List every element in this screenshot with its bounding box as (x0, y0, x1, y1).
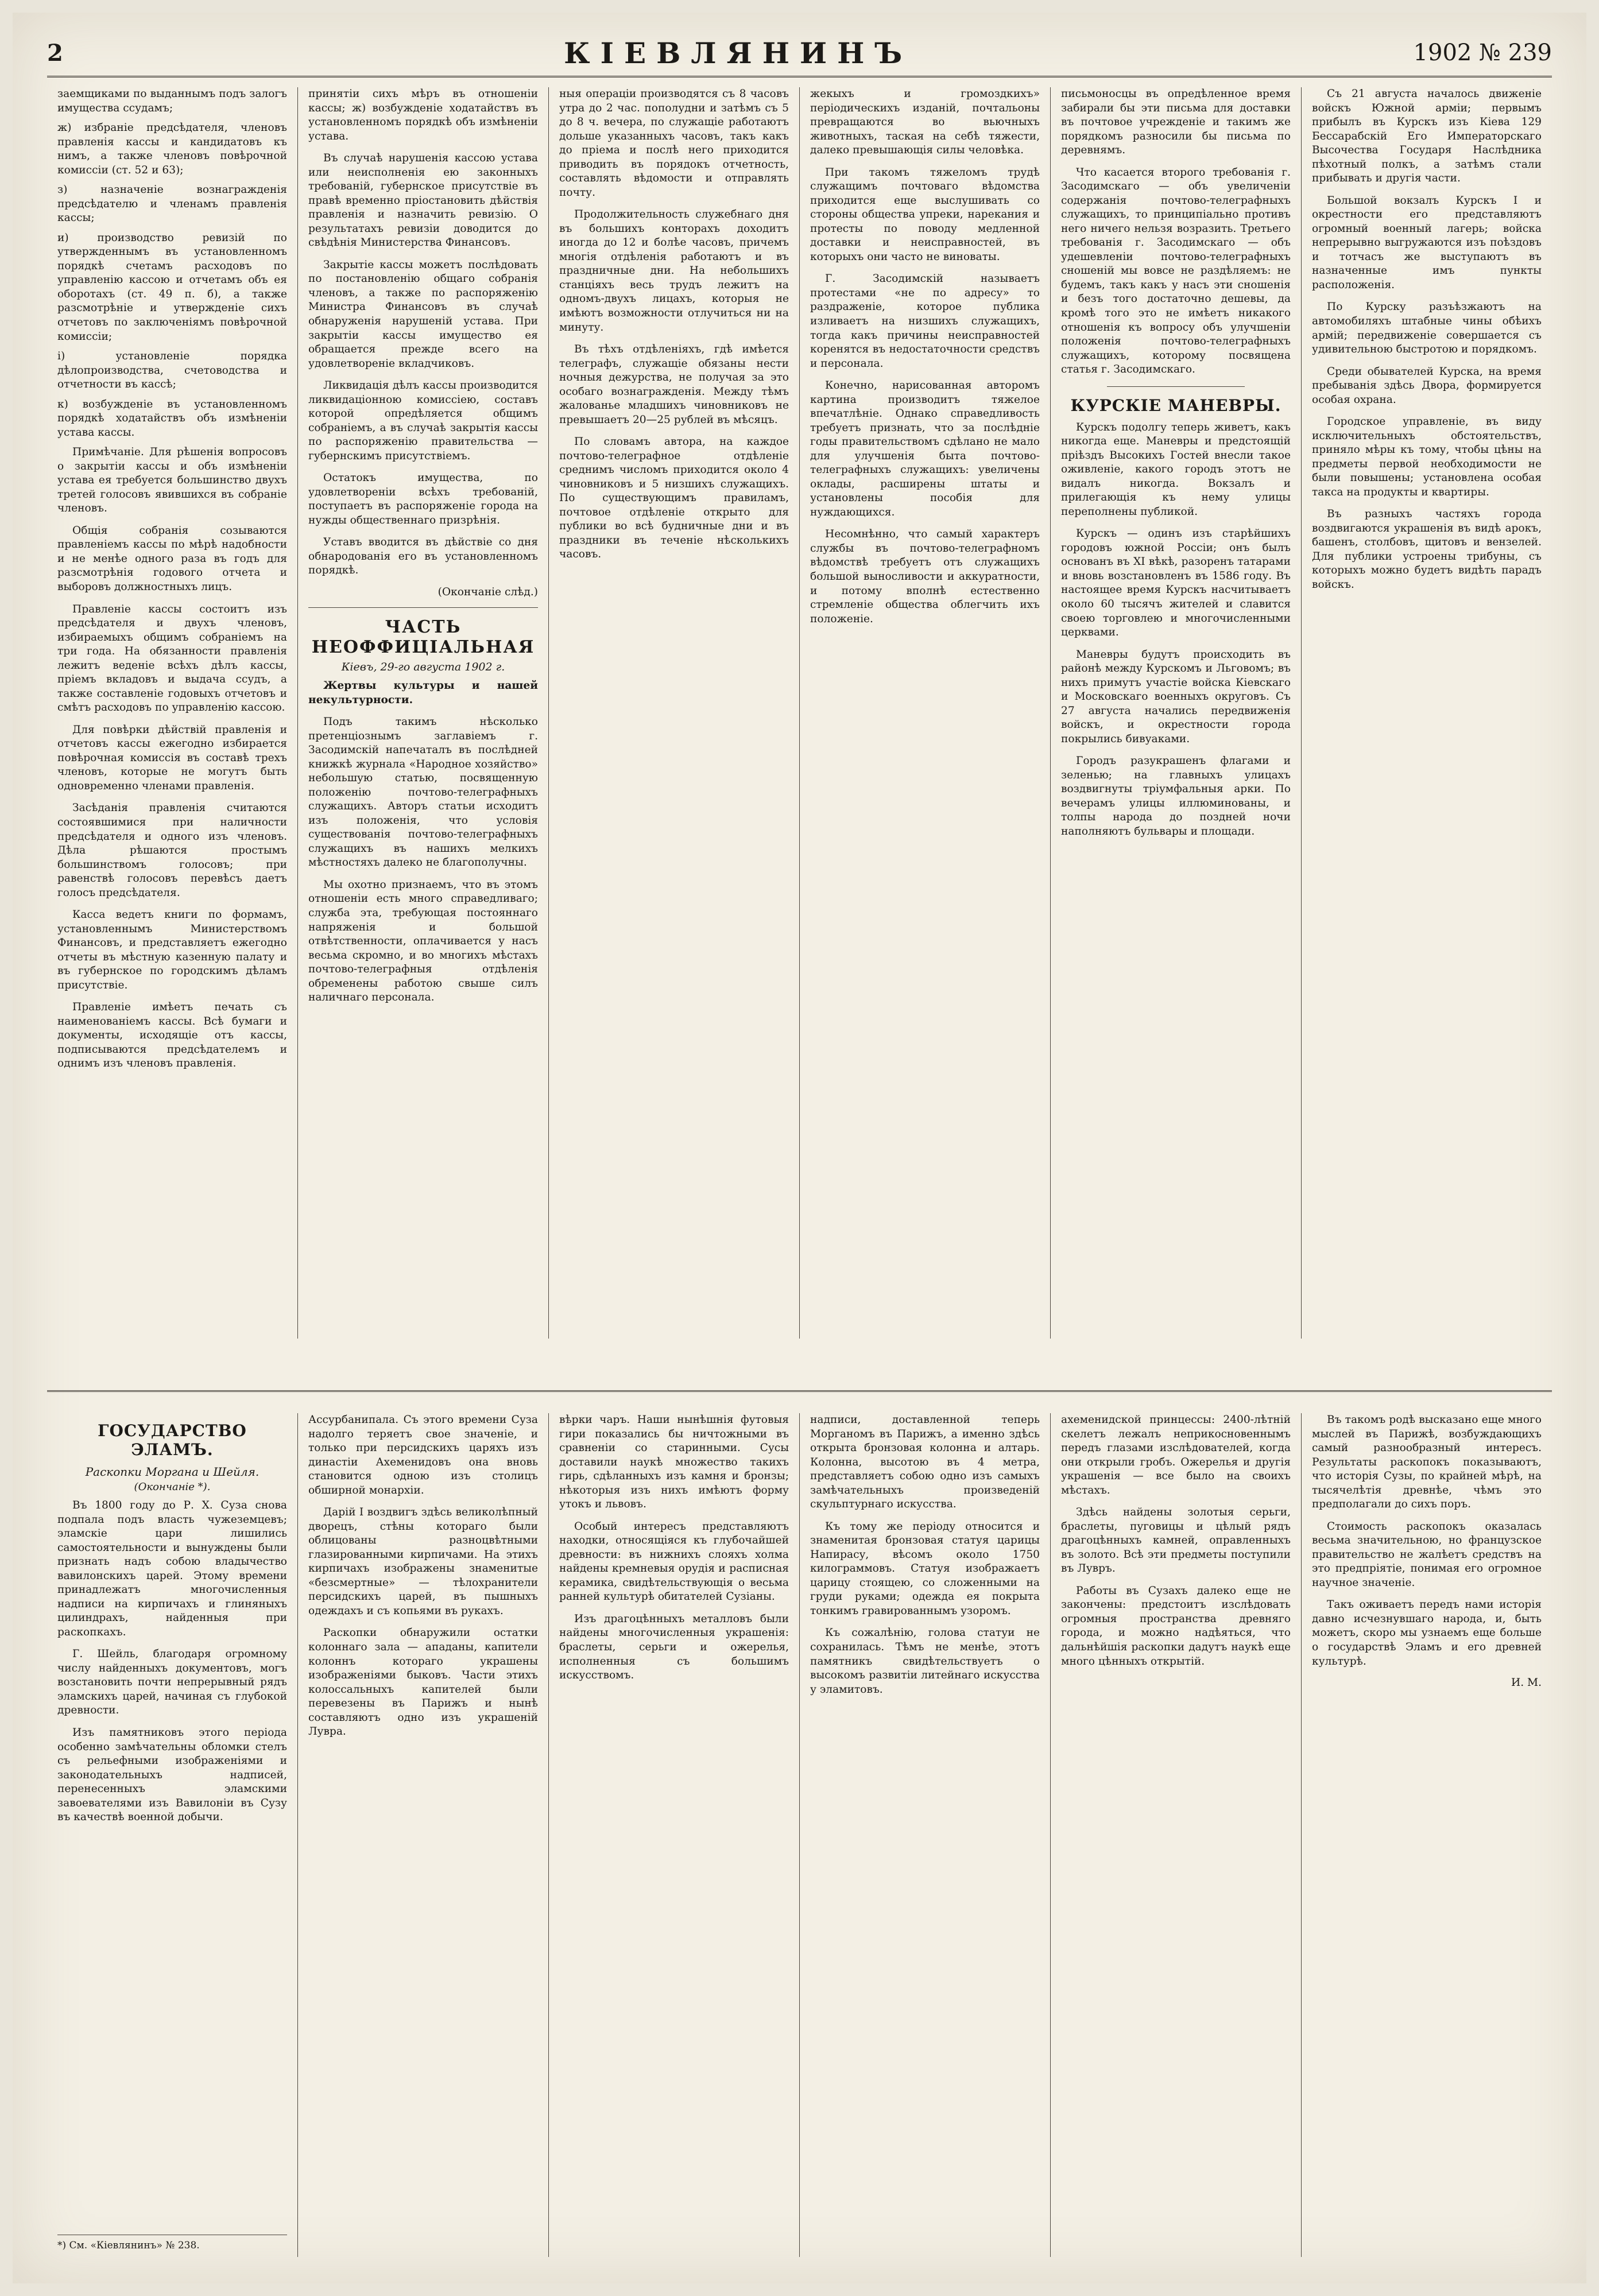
paragraph: Большой вокзалъ Курскъ I и окрестности его представляютъ огромный военный лагерь; войска непрерывно выгружаются изъ поѣздовъ и тотчасъ же выступаютъ въ назначенные имъ пункты расположенія. (1312, 194, 1542, 291)
paragraph: По словамъ автора, на каждое почтово-телеграфное отдѣленіе среднимъ числомъ приходится около 4 чиновниковъ и 5 низшихъ служащихъ. По существующимъ правиламъ, почтовое отдѣленіе открыто для публики во всѣ будничные дни и въ праздники въ теченіе нѣсколькихъ часовъ. (559, 436, 789, 561)
column-5 (1051, 1413, 1302, 2257)
paragraph: Касса ведетъ книги по формамъ, установленнымъ Министерствомъ Финансовъ, и представляетъ ежегодно отчеты въ мѣстную казенную палату и въ губернское по городскимъ дѣламъ присутствіе. (57, 909, 287, 991)
continuation-note: (Окончаніе *). (134, 1481, 211, 1493)
paragraph: Несомнѣнно, что самый характеръ службы въ почтово-телеграфномъ вѣдомствѣ требуетъ отъ служащихъ большой выносливости и аккуратности, и потому вполнѣ естественно стремленіе общества облегчить ихъ положеніе. (810, 528, 1040, 625)
article-heading: КУРСКІЕ МАНЕВРЫ. (1070, 395, 1281, 415)
section-divider (47, 1390, 1552, 1392)
paragraph: Изъ памятниковъ этого періода особенно замѣчательны обломки стелъ съ рельефными изображеніями и законодательныхъ надписей, перенесенныхъ эламскими завоевателями изъ Вавилоніи въ Сузу въ качествѣ военной добычи. (57, 1726, 287, 1824)
author-signature: И. М. (1511, 1677, 1542, 1689)
paragraph: При такомъ тяжеломъ трудѣ служащимъ почтоваго вѣдомства приходится еще выслушивать со стороны общества упреки, нарекания и протесты по поводу медленной доставки и неисправностей, въ которыхъ они часто не виноваты. (810, 166, 1040, 263)
paragraph: Курскъ — одинъ изъ старѣйшихъ городовъ южной Россіи; онъ былъ основанъ въ XI вѣкѣ, разоренъ татарами и вновь возстановленъ въ 1586 году. Въ настоящее время Курскъ насчитываетъ около 60 тысячъ жителей и славится своею торговлею и многочисленными церквами. (1061, 528, 1291, 639)
paragraph: надписи, доставленной теперь Морганомъ въ Парижъ, а именно здѣсь открыта бронзовая колонна и алтарь. Колонна, высотою въ 4 метра, представляетъ собою одно изъ самыхъ замѣчательныхъ произведеній скульптурнаго искусства. (810, 1414, 1040, 1511)
paragraph: Особый интересъ представляютъ находки, относящіяся къ глубочайшей древности: въ нижнихъ слояхъ холма найдены кремневыя орудія и расписная керамика, свидѣтельствующія о весьма ранней культурѣ обитателей Сузіаны. (559, 1520, 789, 1603)
paragraph: Къ сожалѣнію, голова статуи не сохранилась. Тѣмъ не менѣе, этотъ памятникъ свидѣтельствуетъ о высокомъ развитіи литейнаго искусства у эламитовъ. (810, 1627, 1040, 1696)
paragraph: Ассурбанипала. Съ этого времени Суза надолго теряетъ свое значеніе, и только при персидскихъ царяхъ изъ династіи Ахеменидовъ она вновь становится одною изъ столицъ обширной монархіи. (308, 1414, 538, 1496)
column-3 (549, 1413, 800, 2257)
paragraph: Конечно, нарисованная авторомъ картина производитъ тяжелое впечатлѣніе. Однако справедливость требуетъ признать, что за послѣдніе годы правительствомъ сдѣлано не мало для улучшенія быта почтово-телеграфныхъ служащихъ: увеличены оклады, расширены штаты и установлены пособія для нуждающихся. (810, 379, 1040, 518)
section-banner: ЧАСТЬ НЕОФФИЦІАЛЬНАЯ (311, 617, 535, 657)
paragraph: Раскопки обнаружили остатки колоннаго зала — ападаны, капители колоннъ котораго украшены изображеніями быковъ. Части этихъ колоссальныхъ капителей были перевезены въ Парижъ и нынѣ составляютъ одно изъ украшеній Лувра. (308, 1627, 538, 1738)
paragraph: По Курску разъѣзжаютъ на автомобиляхъ штабные чины обѣихъ армій; передвиженіе совершается съ удивительною быстротою и порядкомъ. (1312, 301, 1542, 356)
paragraph: жекыхъ и громоздкихъ» періодическихъ изданій, почтальоны превращаются во вьючныхъ животныхъ, таская на себѣ тяжести, далеко превышающія силы человѣка. (810, 88, 1040, 157)
paragraph: Въ такомъ родѣ высказано еще много мыслей въ Парижѣ, возбуждающихъ самый разнообразный интересъ. Результаты раскопокъ показываютъ, что исторія Сузы, по крайней мѣрѣ, на тысячелѣтія древнѣе, чѣмъ это предполагали до сихъ поръ. (1312, 1414, 1542, 1511)
paragraph: вѣрки чаръ. Наши нынѣшнія футовыя гири показались бы ничтожными въ сравненіи со старинными. Сусы доставили наукѣ множество такихъ гирь, сдѣланныхъ изъ камня и бронзы; нѣкоторыя изъ нихъ имѣютъ форму утокъ и львовъ. (559, 1414, 789, 1511)
page-header (47, 30, 1552, 77)
column-2 (298, 87, 549, 1339)
paragraph: Дарій I воздвигъ здѣсь великолѣпный дворецъ, стѣны котораго были облицованы разноцвѣтными глазированными кирпичами. На этихъ кирпичахъ изображены знаменитые «безсмертные» — тѣлохранители персидскихъ царей, въ пышныхъ одеждахъ и съ копьями въ рукахъ. (308, 1506, 538, 1617)
paragraph: Работы въ Сузахъ далеко еще не закончены: предстоитъ изслѣдовать огромныя пространства древняго города, и можно надѣяться, что дальнѣйшія раскопки дадутъ наукѣ еще много цѣнныхъ открытій. (1061, 1584, 1291, 1667)
paragraph: Мы охотно признаемъ, что въ этомъ отношеніи есть много справедливаго; служба эта, требующая постояннаго напряженія и большой отвѣтственности, оплачивается у насъ весьма скромно, и во многихъ мѣстахъ почтово-телеграфныя отдѣленія обременены работою свыше силъ наличнаго персонала. (308, 878, 538, 1004)
paragraph: Въ 1800 году до Р. Х. Суза снова подпала подъ власть чужеземцевъ; эламскіе цари лишились самостоятельности и вынуждены были признать надъ собою владычество вавилонскихъ царей. Этому времени принадлежатъ многочисленныя надписи на кирпичахъ и глиняныхъ цилиндрахъ, найденныя при раскопкахъ. (57, 1499, 287, 1638)
paragraph: ныя операціи производятся съ 8 часовъ утра до 2 час. пополудни и затѣмъ съ 5 до 8 ч. вечера, по служащіе работаютъ дольше указанныхъ часовъ, такъ какъ до пріема и послѣ него приходится приводить въ порядокъ отчетность, составлять вѣдомости и отправлять почту. (559, 88, 789, 199)
paragraph: Ликвидація дѣлъ кассы производится ликвидаціонною комиссіею, составъ которой опредѣляется общимъ собраніемъ, а въ случаѣ закрытія кассы по распоряженію правительства — губернскимъ присутствіемъ. (308, 379, 538, 462)
list-item: ж) избраніе предсѣдателя, членовъ правленія кассы и кандидатовъ къ нимъ, а также членовъ повѣрочной комиссіи (ст. 52 и 63); (57, 122, 287, 176)
column-5 (1051, 87, 1302, 1339)
list-item: з) назначеніе вознагражденія предсѣдателю и членамъ правленія кассы; (57, 184, 287, 224)
divider (308, 607, 538, 608)
paragraph: Стоимость раскопокъ оказалась весьма значительною, но французское правительство не жалѣетъ средствъ на это предпріятіе, понимая его огромное научное значеніе. (1312, 1520, 1542, 1589)
paragraph: Въ тѣхъ отдѣленіяхъ, гдѣ имѣется телеграфъ, служащіе обязаны нести ночныя дежурства, не получая за это особаго вознагражденія. Между тѣмъ жалованье младшихъ чиновниковъ не превышаетъ 20—25 рублей въ мѣсяцъ. (559, 343, 789, 426)
paragraph: Общія собранія созываются правленіемъ кассы по мѣрѣ надобности и не менѣе одного раза въ годъ для разсмотрѣнія годового отчета и выборовъ должностныхъ лицъ. (57, 524, 287, 593)
paragraph: Правленіе кассы состоитъ изъ предсѣдателя и двухъ членовъ, избираемыхъ общимъ собраніемъ на три года. На обязанности правленія лежитъ веденіе всѣхъ дѣлъ кассы, пріемъ вкладовъ и выдача ссудъ, а также составленіе годовыхъ отчетовъ и смѣтъ расходовъ по управленію кассою. (57, 603, 287, 714)
paragraph: Здѣсь найдены золотыя серьги, браслеты, пуговицы и цѣлый рядъ драгоцѣнныхъ камней, оправленныхъ въ золото. Всѣ эти предметы поступили въ Лувръ. (1061, 1506, 1291, 1575)
paragraph: Съ 21 августа началось движеніе войскъ Южной арміи; первымъ прибылъ въ Курскъ изъ Кіева 129 Бессарабскій Его Императорскаго Высочества Государя Наслѣдника пѣхотный полкъ, а затѣмъ стали прибывать и другія части. (1312, 88, 1542, 185)
column-3 (549, 87, 800, 1339)
paragraph: Такъ оживаетъ передъ нами исторія давно исчезнувшаго народа, и, быть можетъ, скоро мы узнаемъ еще больше о государствѣ Эламъ и его древней культурѣ. (1312, 1599, 1542, 1667)
paragraph: Къ тому же періоду относится и знаменитая бронзовая статуя царицы Напирасу, вѣсомъ около 1750 килограммовъ. Статуя изображаетъ царицу стоящею, со сложенными на груди руками; одежда ея покрыта тонкимъ гравированнымъ узоромъ. (810, 1520, 1040, 1617)
newspaper-page (13, 13, 1586, 2283)
column-1 (47, 1413, 298, 2257)
paragraph: Для повѣрки дѣйствій правленія и отчетовъ кассы ежегодно избирается повѣрочная комиссія въ составѣ трехъ членовъ, которые не могутъ быть одновременно членами правленія. (57, 723, 287, 792)
paragraph: принятіи сихъ мѣръ въ отношеніи кассы; ж) возбужденіе ходатайствъ въ установленномъ порядкѣ объ измѣненіи устава. (308, 88, 538, 142)
column-4 (800, 1413, 1051, 2257)
paragraph: Примѣчаніе. Для рѣшенія вопросовъ о закрытіи кассы и объ измѣненіи устава ея требуется большинство двухъ третей голосовъ явившихся въ собраніе членовъ. (57, 446, 287, 515)
paragraph: Правленіе имѣетъ печать съ наименованіемъ кассы. Всѣ бумаги и документы, исходящіе отъ кассы, подписываются предсѣдателемъ и однимъ изъ членовъ правленія. (57, 1001, 287, 1070)
column-2 (298, 1413, 549, 2257)
dateline: Кіевъ, 29-го августа 1902 г. (341, 661, 505, 673)
masthead: КІЕВЛЯНИНЪ (564, 36, 913, 70)
lead-title: Жертвы культуры и нашей некультурности. (308, 680, 538, 706)
paragraph: Курскъ подолгу теперь живетъ, какъ никогда еще. Маневры и предстоящій пріѣздъ Высокихъ Гостей внесли такое оживленіе, какого городъ этотъ не видалъ никогда. Вокзалъ и прилегающія къ нему улицы переполнены публикой. (1061, 421, 1291, 518)
list-item: і) установленіе порядка дѣлопроизводства, счетоводства и отчетности въ кассѣ; (57, 350, 287, 391)
column-6 (1302, 87, 1552, 1339)
paragraph: Засѣданія правленія считаются состоявшимися при наличности предсѣдателя и одного изъ членовъ. Дѣла рѣшаются простымъ большинствомъ голосовъ; при равенствѣ голосовъ перевѣсъ даетъ голосъ предсѣдателя. (57, 802, 287, 899)
paragraph: письмоносцы въ опредѣленное время забирали бы эти письма для доставки въ почтовое учрежденіе и такимъ же порядкомъ разносили бы письма по деревнямъ. (1061, 88, 1291, 157)
issue-number: 1902 № 239 (1413, 40, 1552, 66)
article-heading: ГОСУДАРСТВО ЭЛАМЪ. (98, 1421, 247, 1459)
divider (1107, 386, 1245, 387)
paragraph: ахеменидской принцессы: 2400-лѣтній скелетъ лежалъ неприкосновеннымъ передъ глазами изслѣдователей, когда они открыли гробъ. Ожерелья и другія украшенія — все было на своихъ мѣстахъ. (1061, 1414, 1291, 1496)
list-item: заемщиками по выданнымъ подъ залогъ имущества ссудамъ; (57, 88, 287, 114)
paragraph: Г. Засодимскій называетъ протестами «не по адресу» то раздраженіе, которое публика изливаетъ на низшихъ служащихъ, тогда какъ причины неисправностей коренятся въ недостаточности средствъ и персонала. (810, 273, 1040, 370)
paragraph: Въ разныхъ частяхъ города воздвигаются украшенія въ видѣ арокъ, башенъ, столбовъ, щитовъ и вензелей. Для публики устроены трибуны, съ которыхъ можно будетъ видѣть парадъ войскъ. (1312, 508, 1542, 591)
paragraph: Уставъ вводится въ дѣйствіе со дня обнародованія его въ установленномъ порядкѣ. (308, 536, 538, 577)
paragraph: Маневры будутъ происходить въ районѣ между Курскомъ и Льговомъ; въ нихъ примутъ участіе войска Кіевскаго и Московскаго военныхъ округовъ. Съ 27 августа начались передвиженія войскъ, и окрестности города покрылись бивуаками. (1061, 648, 1291, 745)
column-1 (47, 87, 298, 1339)
paragraph: Городское управленіе, въ виду исключительныхъ обстоятельствъ, приняло мѣры къ тому, чтобы цѣны на предметы первой необходимости не были повышены; установлена особая такса на продукты и квартиры. (1312, 416, 1542, 498)
top-section (47, 87, 1552, 1339)
paragraph: Изъ драгоцѣнныхъ металловъ были найдены многочисленныя украшенія: браслеты, серьги и ожерелья, исполненныя съ большимъ искусствомъ. (559, 1612, 789, 1682)
paragraph: Въ случаѣ нарушенія кассою устава или неисполненія ею законныхъ требованій, губернское присутствіе въ правѣ временно пріостановить дѣйствія правленія и назначить ревизію. О результатахъ ревизіи доводится до свѣдѣнія Министерства Финансовъ. (308, 152, 538, 249)
paragraph: Среди обывателей Курска, на время пребыванія здѣсь Двора, формируется особая охрана. (1312, 365, 1542, 406)
paragraph: Подъ такимъ нѣсколько претенціознымъ заглавіемъ г. Засодимскій напечаталъ въ послѣдней книжкѣ журнала «Народное хозяйство» небольшую статью, посвященную положенію почтово-телеграфныхъ служащихъ. Авторъ статьи исходитъ изъ положенія, что условія существованія почтово-телеграфныхъ служащихъ въ нашихъ мелкихъ мѣстностяхъ далеко не благополучны. (308, 716, 538, 869)
paragraph: Закрытіе кассы можетъ послѣдовать по постановленію общаго собранія членовъ, а также по распоряженію Министра Финансовъ въ случаѣ обнаруженія нарушеній устава. При закрытіи кассы имущество ея обращается прежде всего на удовлетвореніе вкладчиковъ. (308, 258, 538, 370)
list-item: к) возбужденіе въ установленномъ порядкѣ ходатайствъ объ измѣненіи устава кассы. (57, 398, 287, 439)
paragraph: Продолжительность служебнаго дня въ большихъ конторахъ доходитъ иногда до 12 и болѣе часовъ, причемъ многія отдѣленія работаютъ и въ праздничные дни. На небольшихъ станціяхъ весь трудъ лежитъ на одномъ-двухъ лицахъ, которыя не имѣютъ возможности отлучиться ни на минуту. (559, 208, 789, 333)
paragraph: Что касается второго требованія г. Засодимскаго — объ увеличеніи содержанія почтово-телеграфныхъ служащихъ, то принципіально противъ него ничего нельзя возразить. Третьего требованія г. Засодимскаго — объ удешевленіи почтово-телеграфныхъ сношеній мы вовсе не раздѣляемъ: не будемъ, такъ какъ у насъ эти сношенія и безъ того достаточно дешевы, да кромѣ того это не имѣетъ никакого отношенія къ вопросу объ улучшеніи положенія почтово-телеграфныхъ служащихъ, которому посвящена статья г. Засодимскаго. (1061, 166, 1291, 376)
page-number: 2 (47, 39, 63, 67)
footnote: *) См. «Кіевлянинъ» № 238. (57, 2235, 287, 2251)
article-subheading: Раскопки Моргана и Шейля. (85, 1465, 260, 1479)
list-item: и) производство ревизій по утвержденнымъ въ установленномъ порядкѣ счетамъ расходовъ по управленію кассою и отчетамъ объ ея оборотахъ (ст. 49 п. б), а также разсмотрѣніе и утвержденіе сихъ отчетовъ по заключеніямъ повѣрочной комиссіи; (57, 231, 287, 343)
paragraph: Остатокъ имущества, по удовлетвореніи всѣхъ требованій, поступаетъ въ распоряженіе города на нужды общественнаго призрѣнія. (308, 472, 538, 526)
bottom-section (47, 1413, 1552, 2257)
continuation-note: (Окончаніе слѣд.) (438, 586, 538, 598)
column-4 (800, 87, 1051, 1339)
column-6 (1302, 1413, 1552, 2257)
paragraph: Городъ разукрашенъ флагами и зеленью; на главныхъ улицахъ воздвигнуты тріумфальныя арки. По вечерамъ улицы иллюминованы, и толпы народа до поздней ночи наполняютъ бульвары и площади. (1061, 755, 1291, 837)
paragraph: Г. Шейль, благодаря огромному числу найденныхъ документовъ, могъ возстановить почти непрерывный рядъ эламскихъ царей, начиная съ глубокой древности. (57, 1648, 287, 1717)
